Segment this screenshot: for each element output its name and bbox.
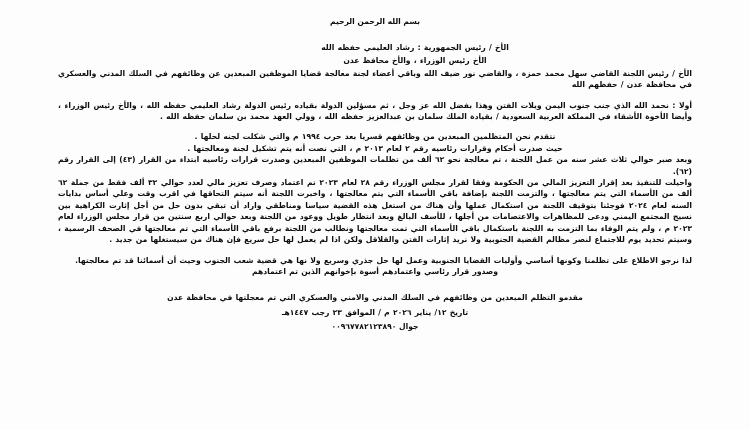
basmala-heading: بسم الله الرحمن الرحيم [330, 17, 420, 26]
paragraph-financial-support: واحيلت للتنفيذ بعد إقرار التعزيز المالي من الحكومة وفقا لقرار مجلس الوزراء رقم ٢٨ لعام ٢٠٢٣ تم اعتماد وصرف تعزيز مالي لعدد حوالي ٣٢ ألف فقط من جملة ٦٢ ألف من الأسماء التي يتم معالجتها ، والتزمت اللجنة بإضافة باقي الأسماء التي يتم معالجتها ، واخبرت اللجنة أنه سيتم التحاقها في اقرب وقت وعلي أساس بدايات السنه لعام ٢٠٢٤ فوجئنا بتوقيف اللجنة من استكمال عملها وأن هناك من استغل هذه القضية سياسا ومناطقي واراد أن تبقي بدون حل من أجل إثارت الكراهية بين نسيج المجتمع اليمني ودعى للمظاهرات والاعتصامات من أجلها ، للأسف البالغ وبعد انتظار طويل ووعود من اللجنة وبعد حوالي اربع سنتين من قرار مجلس الوزراء لعام ٢٠٢٣ م ، ولم يتم الوفاء بما التزمت به اللجنة باستكمال باقي الأسماء التي تمت معالجتها ونطالب من اللجنة برفع باقي الأسماء التي تم معالجتها في الصحف الرسمية ، وسيتم تحديد يوم للاجتماع لنصر مظالم القضية الجنوبية ولا نريد إثارات الفتن والقلاقل ولكن اذا لم يعمل لها حل سريع فإن هناك من سيستغلها من جديد . [58, 178, 693, 245]
paragraph-presidential-decrees: حيث صدرت أحكام وقرارات رئاسيه رقم ٢ لعام ٢٠١٣ م ، التي نصت أنه يتم تشكيل لجنة ومعالجتها . [187, 143, 563, 153]
paragraph-decree-demand: وصدور قرار رئاسي واعتمادهم أسوة بإخوانهم الذين تم اعتمادهم [251, 266, 498, 276]
paragraph-committee-work: وبعد صبر حوالي ثلاث عشر سنه من عمل اللجنة ، تم معالجة نحو ٦٢ ألف من تظلمات الموظفين المبعدين وصدرت قرارات رئاسيه ابتداء من القرار (٤٣) إلى القرار رقم (٦٢). [58, 155, 692, 176]
signature-block [58, 292, 692, 331]
phone-line [58, 322, 692, 331]
addressee-block [58, 42, 692, 91]
addressee-president: الأخ / رئيس الجمهورية : رشاد العليمي حفظه الله [321, 43, 509, 52]
phone-label: جوال [399, 322, 419, 332]
phone-number: ٠٠٩٦٧٧٨٢١٢٣٨٩٠ [331, 322, 397, 332]
date-line: تاريخ ١٢/ يناير ٢٠٢٦ م / الموافق ٢٣ رجب ١٤٤٧هـ [281, 307, 469, 317]
paragraph-request: لذا نرجو الاطلاع على تظلمنا وكونها أساسي وأوليات القضايا الجنوبية وعمل لها حل جذري وسريع ولا نها هي قضية شعب الجنوب وحيث أن أسمائنا قد تم معالجتها. [75, 255, 692, 265]
addressee-committee-head: الأخ / رئيس اللجنة القاضي سهل محمد حمزة ، والقاضي نور ضيف الله وباقي أعضاء لجنة معالجة قضايا الموظفين المبعدين عن وظائفهم في السلك المدني والعسكري في محافظة عدن / حفظهم الله [58, 68, 692, 90]
paragraph-petitioners-intro: نتقدم نحن المتظلمين المبعدين من وظائفهم قسريا بعد حرب ١٩٩٤ م والتي شكلت لجنه لحلها . [194, 132, 556, 142]
signatory-line: مقدمو التظلم المبعدين من وظائفهم في السلك المدني والامني والعسكري التي تم معجلتها في محافظة عدن [167, 293, 583, 303]
addressee-prime-minister: الأخ رئيس الوزراء ، والأخ محافظ عدن [343, 55, 487, 65]
paragraph-first-praise: أولا : نحمد الله الذي جنب جنوب اليمن ويلات الفتن وهذا بفضل الله عز وجل ، ثم مسؤلين الدولة بقياده رئيس الدولة رشاد العليمي حفظه الله ، والأخ رئيس الوزراء ، وأيضا الأخوة الأشقاء في المملكة العربية السعودية / بقيادة الملك سلمان بن عبدالعزيز حفظه الله ، وولي العهد محمد بن سلمان حفظه الله . [58, 100, 692, 122]
